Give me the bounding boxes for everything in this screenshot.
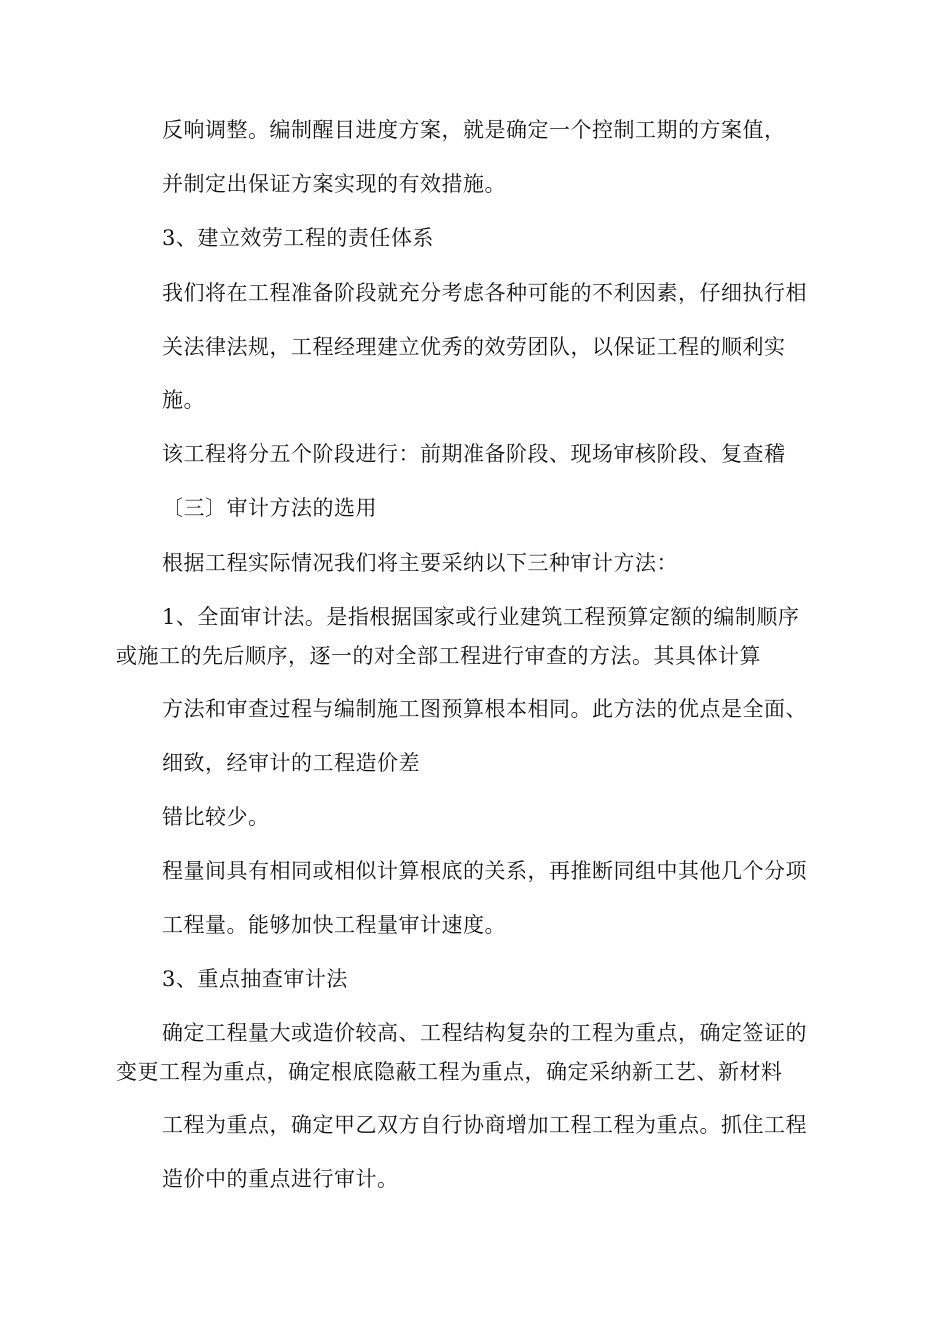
text-line: 造价中的重点进行审计。 <box>162 1167 399 1191</box>
text-line: 错比较少。 <box>162 805 270 829</box>
text-line: 变更工程为重点，确定根底隐蔽工程为重点，确定采纳新工艺、新材料 <box>116 1060 783 1084</box>
text-line: 确定工程量大或造价较高、工程结构复杂的工程为重点，确定签证的 <box>162 1021 807 1045</box>
text-line: 根据工程实际情况我们将主要采纳以下三种审计方法： <box>162 551 678 575</box>
text-line: 我们将在工程准备阶段就充分考虑各种可能的不利因素，仔细执行相 <box>162 281 807 305</box>
text-line: 1、全面审计法。是指根据国家或行业建筑工程预算定额的编制顺序 <box>162 605 800 629</box>
section-heading: 3、重点抽查审计法 <box>162 967 348 991</box>
text-line: 工程为重点，确定甲乙双方自行协商增加工程工程为重点。抓住工程 <box>162 1113 807 1137</box>
text-line: 该工程将分五个阶段进行：前期准备阶段、现场审核阶段、复查稽 <box>162 442 786 466</box>
text-line: 施。 <box>162 388 205 412</box>
section-heading: 3、建立效劳工程的责任体系 <box>162 226 434 250</box>
text-line: 并制定出保证方案实现的有效措施。 <box>162 172 506 196</box>
text-line: 反响调整。编制醒目进度方案，就是确定一个控制工期的方案值， <box>162 118 786 142</box>
text-line: 或施工的先后顺序，逐一的对全部工程进行审查的方法。其具体计算 <box>116 644 761 668</box>
section-heading: 〔三〕审计方法的选用 <box>162 496 377 520</box>
text-line: 方法和审查过程与编制施工图预算根本相同。此方法的优点是全面、 <box>162 697 807 721</box>
text-line: 关法律法规，工程经理建立优秀的效劳团队，以保证工程的顺利实 <box>162 335 786 359</box>
text-line: 细致，经审计的工程造价差 <box>162 751 420 775</box>
text-line: 程量间具有相同或相似计算根底的关系，再推断同组中其他几个分项 <box>162 859 807 883</box>
text-line: 工程量。能够加快工程量审计速度。 <box>162 913 506 937</box>
